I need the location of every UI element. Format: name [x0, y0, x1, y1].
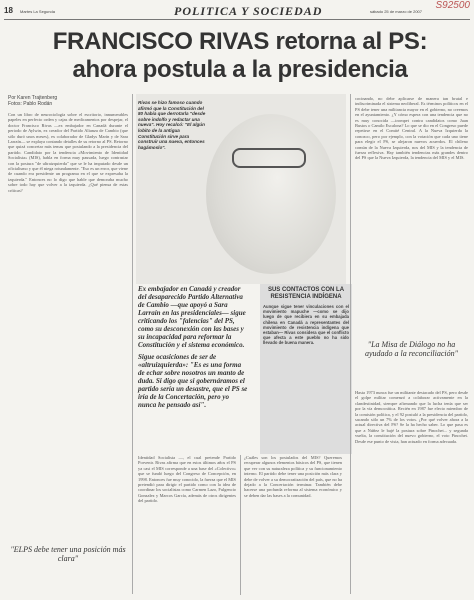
section-title: POLITICA Y SOCIEDAD — [174, 4, 323, 18]
article-text: ¿Cuáles son los postulados del MIS? Queremos recuperar algunos elementos básicos del PS, que tienen que ver con su naturaleza política y su funcionamiento interno. El partido debe tener una posición más clara y debe de volver a su democratización del país, que no ha dejado a la Concertación terminar. También debe hacerse una profunda reforma al sistema económico y se deben dar las bases a la comunidad. — [244, 455, 342, 498]
article-column-4 — [355, 96, 468, 336]
subhead-reconciliation: "La Misa de Diálogo no ha ayudado a la reconciliación" — [364, 340, 459, 358]
article-text: Hasta 1973 nunca fue un militante destacado del PS, pero desde el golpe militar comenzó a colaborar activamente en la clandestinidad, siempre afirmando que la lucha tenía que ser por la vía democrática. Recién en 1987 fue electo miembro de la comisión política, y el 92 postuló a la presidencia del partido, sacando sólo un 7% de los votos. ¿Por qué volver ahora a la actual directiva del PS? Se la ha hecho saber. Lo que pasa es que a Núñez le bajé la postura sobre Pinochet... y segunda vuelta, la constitución del nuevo gobierno, el voto Pinochet. Desde ese punto de vista, han actuado en forma adecuada. — [355, 390, 468, 444]
pull-quote-1: Ex embajador en Canadá y creador del desaparecido Partido Alternativa de Cambio —que apoyó a Sara Larraín en las presidenciales— sigue criticando los "falencias" del PS, como su desconexión con las bases y su incapacidad para reformar la Constitución y el sistema económico. — [138, 285, 246, 349]
archive-stamp: S92500 — [435, 0, 470, 11]
glasses-shape — [232, 148, 306, 168]
issue-date: sábado 25 de marzo de 2007 — [369, 9, 422, 14]
photo-caption: Rivas se hizo famoso cuando afirmó que la Constitución del 80 había que derrotarla "desde sobre indolfo y redactar una nueva". Hoy recalcó: "El algún lobito de la antigua Constitución sirve para construir una nueva, entonces hagámoslo". — [138, 100, 206, 150]
byline-author: Por Karen Trajtenberg — [8, 95, 58, 101]
page-number: 18 — [4, 6, 13, 15]
page-header — [4, 0, 470, 18]
portrait-face — [206, 114, 336, 274]
sidebar-title: SUS CONTACTOS CON LA RESISTENCIA INDÍGENA — [267, 287, 345, 300]
byline-photo: Fotos: Pablo Rodán — [8, 101, 53, 107]
publication-name: Martes La Segunda — [20, 9, 55, 14]
pull-quote-2: Sigue ocasiciones de ser de «altruizquierda»: "Es es una forma de echar sobre nosotros un manto de duda. Si digo que si gobernáramos el partido sería un desastre, que el PS se iría de la Concertación, pero yo nunca he pensado así". — [138, 353, 248, 409]
article-column-5 — [355, 390, 468, 596]
pull-quote — [138, 285, 248, 413]
sidebar-box — [260, 284, 352, 454]
article-column-2 — [138, 455, 236, 595]
sidebar-body: Aunque sigue tener vinculaciones con el movimiento mapuche —como se dijo luego de que recibiera en su embajada chilena en Canadá a representantes del movimiento de resistencia indígena que estaban— Rivas considera que el conflicto que afecta a este pueblo no ha sido llevado de buena manera. — [263, 304, 349, 346]
article-text: cocinando, no debe aplicarse de manera tan brutal e indiscriminada el sistema neoliberal. Es términos políticos en el PS debe tener una militancia mayor en el gobierno, no creemos en el ayuntamiento. ¿Y cómo espera con una tendencia que no es muy conocida —trompet contra candidatos como Juan Bustos o Camilo Escalona? Lo que se dio en el Congreso puede repetirse en el Comité Central. A la Nueva Izquierda la conozco, pero por ejemplo, con la votación que cada uno tiene para elegir el PS, se alejaron nuevos acuerdos. El chileno común de la Nueva Izquierda, nos del MIS y la tendencia de fuerza reflexiva. Hay también tendencias más grandes dentro del PS que la Nueva Izquierda, la tendencia del MIS y el MIS. — [355, 96, 468, 161]
header-rule — [4, 19, 470, 20]
headline-line-2: ahora postula a la presidencia — [72, 56, 408, 83]
headline-line-1: FRANCISCO RIVAS retorna al PS: — [52, 28, 428, 55]
column-divider — [132, 94, 133, 594]
article-column-1 — [8, 112, 128, 542]
article-text: Identidad Socialista —, el cual pretende Partido Porvenir. Rivas afirma que en estos últimos años el PS ya casi el MIS corresponde a una base del «Colectivo» que se fundó luego del Congreso de Concepción, en 1998. Entonces fue muy conocido, la fuerza que el MIS pretendió para dirigir el partido como con la idea de coordinar los socialistas como Carmen Lazo, Fulgencio Gonzalez y Marcos García, además de otros dirigentes del partido. — [138, 455, 236, 504]
column-divider — [240, 455, 241, 595]
headline — [20, 28, 460, 84]
article-column-3 — [244, 455, 342, 595]
subhead-ps-position: "ELPS debe tener una posición más clara" — [10, 545, 126, 563]
portrait-photo — [136, 94, 346, 284]
article-text: Con un libro de neurociología sobre el escritorio, innumerables papeles en perfecto orden y cajas de medicamentos por despejar, el doctor Francisco Rivas —ex embajador en Canadá durante el periodo de Aylwin, ex creador del Partido Alianza de Cambio (que sólo duró unos meses), ex colaborador de Gladys Marín y de Sara Larraín— se explaya contando detalles de su retorno al PS. Retorno que quizá concretar más temas que postulando a la presidencia del partido. Candidato por la tendencia «Movimiento de Identidad Socialista» (MIS), habla en forma muy pausada, luego contrastar con la postura "de ultraizquierda" que se le ha imputado desde un oficialismo y que él niega rotundamente. "Eso es un error, que viene de cuando era presidente un programa en el que se expresaba la izquierda." Entonces no lo digo que hable que demoraba mucho sobre todo hay que volver a la izquierda. ¿Qué piensa de estas críticas? — [8, 112, 128, 193]
column-divider — [350, 94, 351, 594]
